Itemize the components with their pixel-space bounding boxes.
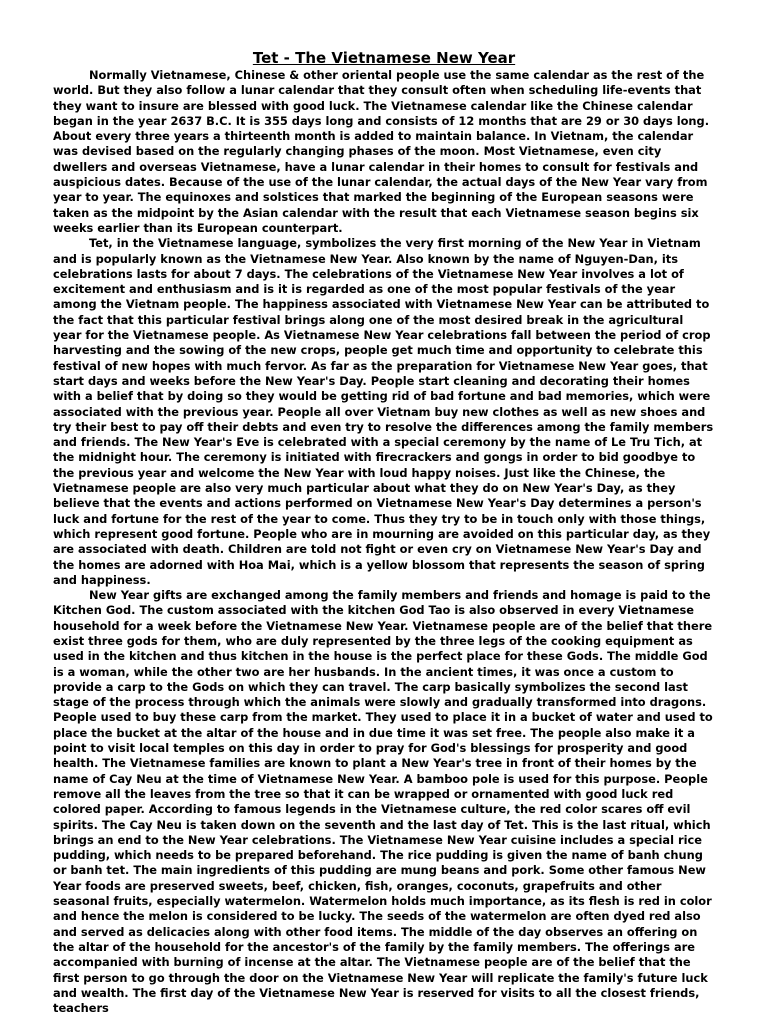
paragraph-kitchen-god: New Year gifts are exchanged among the family members and friends and homage is paid to the Kitchen God. The custom associated with the kitchen God Tao is also observed in every Vietnamese household for a week before the Vietnamese New Year. Vietnamese people are of the belief that there exist three gods for them, who are duly represented by the three legs of the cooking equipment as used in the kitchen and thus kitchen in the house is the perfect place for these Gods. The middle God is a woman, while the other two are her husbands. In the ancient times, it was once a custom to provide a carp to the Gods on which they can travel. The carp basically symbolizes the second last stage of the process through which the animals were slowly and gradually transformed into dragons. People used to buy these carp from the market. They used to place it in a bucket of water and used to place the bucket at the altar of the house and in due time it was set free. The people also make it a point to visit local temples on this day in order to pray for God's blessings for prosperity and good health. The Vietnamese families are known to plant a New Year's tree in front of their homes by the name of Cay Neu at the time of Vietnamese New Year. A bamboo pole is used for this purpose. People remove all the leaves from the tree so that it can be wrapped or ornamented with good luck red colored paper. According to famous legends in the Vietnamese culture, the red color scares off evil spirits. The Cay Neu is taken down on the seventh and the last day of Tet. This is the last ritual, which brings an end to the New Year celebrations. The Vietnamese New Year cuisine includes a special rice pudding, which needs to be prepared beforehand. The rice pudding is given the name of banh chung or banh tet. The main ingredients of this pudding are mung beans and pork. Some other famous New Year foods are preserved sweets, beef, chicken, fish, oranges, coconuts, grapefruits and other seasonal fruits, especially watermelon. Watermelon holds much importance, as its flesh is red in color and hence the melon is considered to be lucky. The seeds of the watermelon are often dyed red also and served as delicacies along with other food items. The middle of the day observes an offering on the altar of the household for the ancestor's of the family by the family members. The offerings are accompanied with burning of incense at the altar. The Vietnamese people are of the belief that the first person to go through the door on the Vietnamese New Year will replicate the family's future luck and wealth. The first day of the Vietnamese New Year is reserved for visits to all the closest friends, teachers: [53, 588, 713, 1016]
paragraph-tet-celebrations: Tet, in the Vietnamese language, symbolizes the very first morning of the New Year in Vietnam and is popularly known as the Vietnamese New Year. Also known by the name of Nguyen-Dan, its celebrations lasts for about 7 days. The celebrations of the Vietnamese New Year involves a lot of excitement and enthusiasm and is it is regarded as one of the most popular festivals of the year among the Vietnam people. The happiness associated with Vietnamese New Year can be attributed to the fact that this particular festival brings along one of the most desired break in the agricultural year for the Vietnamese people. As Vietnamese New Year celebrations fall between the period of crop harvesting and the sowing of the new crops, people get much time and opportunity to celebrate this festival of new hopes with much fervor. As far as the preparation for Vietnamese New Year goes, that start days and weeks before the New Year's Day. People start cleaning and decorating their homes with a belief that by doing so they would be getting rid of bad fortune and bad memories, which were associated with the previous year. People all over Vietnam buy new clothes as well as new shoes and try their best to pay off their debts and even try to resolve the differences among the family members and friends. The New Year's Eve is celebrated with a special ceremony by the name of Le Tru Tich, at the midnight hour. The ceremony is initiated with firecrackers and gongs in order to bid goodbye to the previous year and welcome the New Year with loud happy noises. Just like the Chinese, the Vietnamese people are also very much particular about what they do on New Year's Day, as they believe that the events and actions performed on Vietnamese New Year's Day determines a person's luck and fortune for the rest of the year to come. Thus they try to be in touch only with those things, which represent good fortune. People who are in mourning are avoided on this particular day, as they are associated with death. Children are told not fight or even cry on Vietnamese New Year's Day and the homes are adorned with Hoa Mai, which is a yellow blossom that represents the season of spring and happiness.: [53, 236, 714, 587]
paragraph-calendar: Normally Vietnamese, Chinese & other oriental people use the same calendar as the rest of the world. But they also follow a lunar calendar that they consult often when scheduling life-events that they want to insure are blessed with good luck. The Vietnamese calendar like the Chinese calendar began in the year 2637 B.C. It is 355 days long and consists of 12 months that are 29 or 30 days long. About every three years a thirteenth month is added to maintain balance. In Vietnam, the calendar was devised based on the regularly changing phases of the moon. Most Vietnamese, even city dwellers and overseas Vietnamese, have a lunar calendar in their homes to consult for festivals and auspicious dates. Because of the use of the lunar calendar, the actual days of the New Year vary from year to year. The equinoxes and solstices that marked the beginning of the European seasons were taken as the midpoint by the Asian calendar with the result that each Vietnamese season begins six weeks earlier than its European counterpart.: [53, 68, 710, 235]
document-title: Tet - The Vietnamese New Year: [252, 49, 516, 67]
